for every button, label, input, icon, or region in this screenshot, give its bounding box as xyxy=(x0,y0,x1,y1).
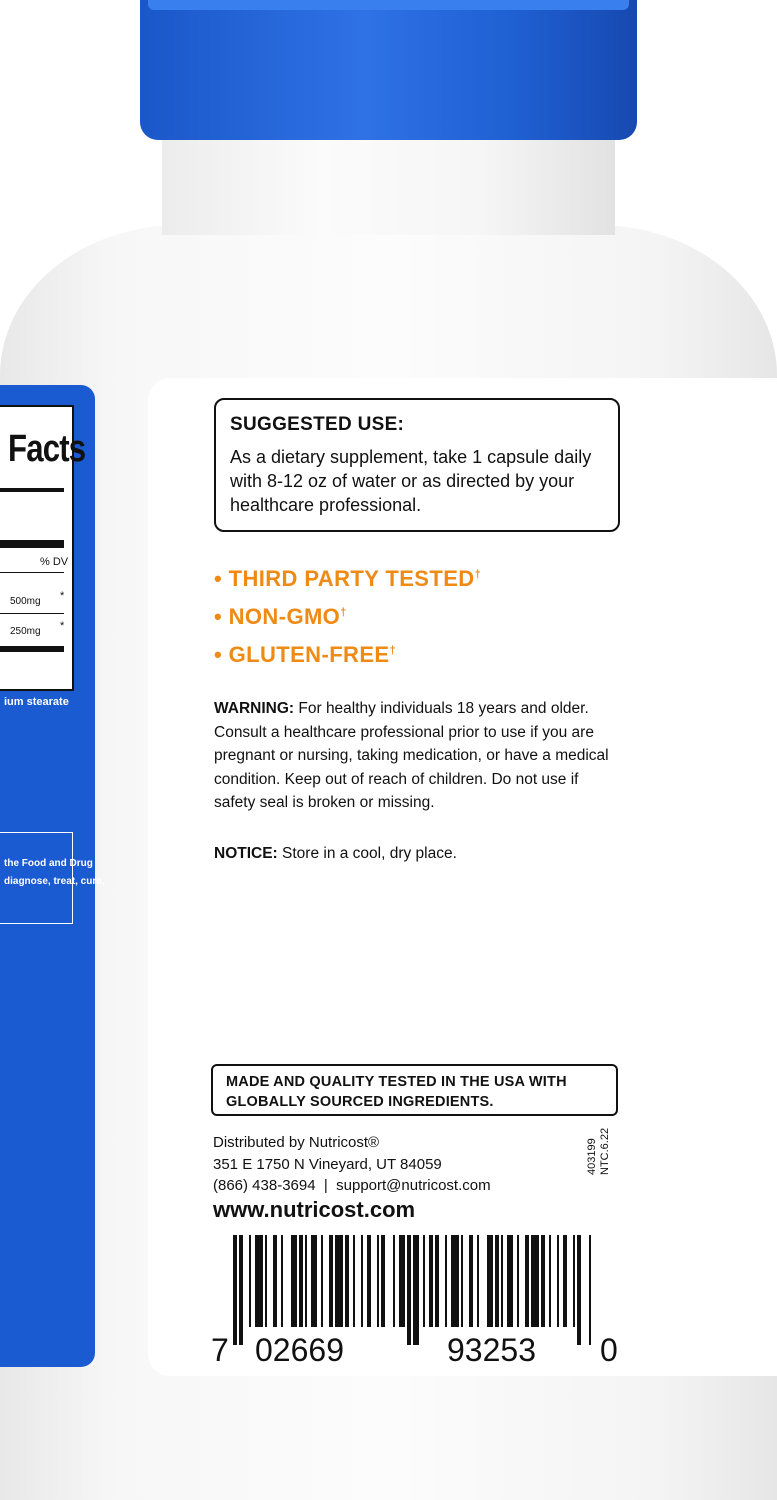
notice-text: NOTICE: Store in a cool, dry place. xyxy=(214,845,457,862)
dv-header: % DV xyxy=(40,556,69,568)
barcode-bar xyxy=(413,1235,419,1345)
barcode-bar xyxy=(377,1235,379,1327)
barcode-bar xyxy=(305,1235,307,1327)
barcode-bar xyxy=(311,1235,317,1327)
facts-row-dv: * xyxy=(60,620,65,632)
barcode-bar xyxy=(507,1235,513,1327)
barcode-bar xyxy=(329,1235,333,1327)
barcode-bar xyxy=(549,1235,551,1327)
barcode-bar xyxy=(361,1235,363,1327)
barcode-digit-first: 7 xyxy=(211,1332,229,1368)
barcode-bar xyxy=(557,1235,559,1327)
barcode-digits-right: 93253 xyxy=(447,1332,536,1368)
barcode-bar xyxy=(541,1235,545,1327)
made-in-usa-text: MADE AND QUALITY TESTED IN THE USA WITH GLOBALLY SOURCED INGREDIENTS. xyxy=(226,1074,567,1110)
barcode-bar xyxy=(469,1235,473,1327)
website-url: www.nutricost.com xyxy=(213,1197,416,1222)
barcode-bar xyxy=(273,1235,277,1327)
barcode-bar xyxy=(435,1235,439,1327)
barcode-bar xyxy=(563,1235,567,1327)
barcode-bar xyxy=(381,1235,385,1327)
barcode-bar xyxy=(407,1235,411,1345)
warning-text: WARNING: For healthy individuals 18 years and older. Consult a healthcare professional prior to use if you are pregnant or nursing, taking medication, or have a medical condition. Keep out of reach of children. Do not use if safety seal is broken or missing. xyxy=(214,700,609,811)
barcode-bar xyxy=(461,1235,463,1327)
barcode-bar xyxy=(335,1235,343,1327)
barcode-bar xyxy=(477,1235,479,1327)
barcode-bar xyxy=(423,1235,425,1327)
bottle-neck xyxy=(162,140,615,235)
facts-divider xyxy=(0,572,64,573)
barcode-bar xyxy=(495,1235,499,1327)
barcode-bar xyxy=(353,1235,355,1327)
claim-third-party-tested: • THIRD PARTY TESTED† xyxy=(214,566,482,591)
facts-divider xyxy=(0,646,64,652)
barcode-digit-last: 0 xyxy=(600,1332,618,1368)
claim-non-gmo: • NON-GMO† xyxy=(214,604,347,629)
fda-notice-line: diagnose, treat, cure, xyxy=(4,876,105,887)
barcode-bar xyxy=(429,1235,433,1327)
barcode-bar xyxy=(525,1235,529,1327)
barcode-bar xyxy=(501,1235,503,1327)
facts-divider xyxy=(0,613,64,614)
barcode-bar xyxy=(239,1235,243,1345)
barcode-bar xyxy=(393,1235,395,1327)
suggested-use-text: As a dietary supplement, take 1 capsule daily with 8-12 oz of water or as directed by your healthcare professional. xyxy=(230,447,592,515)
barcode-bar xyxy=(299,1235,303,1327)
barcode-bar xyxy=(531,1235,539,1327)
claim-gluten-free: • GLUTEN-FREE† xyxy=(214,642,396,667)
lot-code: 403199 NTC.6.22 xyxy=(586,1127,611,1175)
bottle-cap xyxy=(140,0,637,140)
barcode-bar xyxy=(345,1235,349,1327)
barcode xyxy=(233,1235,593,1345)
suggested-use-title: SUGGESTED USE: xyxy=(230,414,405,435)
barcode-bar xyxy=(399,1235,405,1327)
barcode-bar xyxy=(577,1235,581,1345)
barcode-bar xyxy=(291,1235,297,1327)
other-ingredients-fragment: ium stearate xyxy=(4,696,69,708)
facts-row-amount: 500mg xyxy=(10,596,41,607)
barcode-digits-left: 02669 xyxy=(255,1332,344,1368)
bottle-cap-rim xyxy=(148,0,629,10)
warning-label: WARNING: xyxy=(214,700,295,717)
facts-row-dv: * xyxy=(60,590,65,602)
facts-divider xyxy=(0,540,64,548)
barcode-bar xyxy=(249,1235,251,1327)
barcode-bar xyxy=(517,1235,519,1327)
barcode-bar xyxy=(451,1235,459,1327)
barcode-bar xyxy=(265,1235,267,1327)
distributor-address: 351 E 1750 N Vineyard, UT 84059 xyxy=(213,1156,442,1173)
barcode-bar xyxy=(233,1235,237,1345)
distributor-line: Distributed by Nutricost® xyxy=(213,1134,380,1151)
barcode-bar xyxy=(281,1235,283,1327)
facts-row-amount: 250mg xyxy=(10,626,41,637)
barcode-bar xyxy=(445,1235,447,1327)
barcode-bar xyxy=(573,1235,575,1327)
barcode-bar xyxy=(367,1235,371,1327)
distributor-contact: (866) 438-3694 | support@nutricost.com xyxy=(213,1177,491,1194)
facts-divider xyxy=(0,488,64,492)
barcode-bar xyxy=(487,1235,493,1327)
barcode-bar xyxy=(321,1235,323,1327)
barcode-bar xyxy=(255,1235,263,1327)
notice-label: NOTICE: xyxy=(214,845,278,862)
fda-notice-line: the Food and Drug xyxy=(4,858,93,869)
supplement-facts-title: Facts xyxy=(8,428,86,470)
barcode-bar xyxy=(589,1235,591,1345)
